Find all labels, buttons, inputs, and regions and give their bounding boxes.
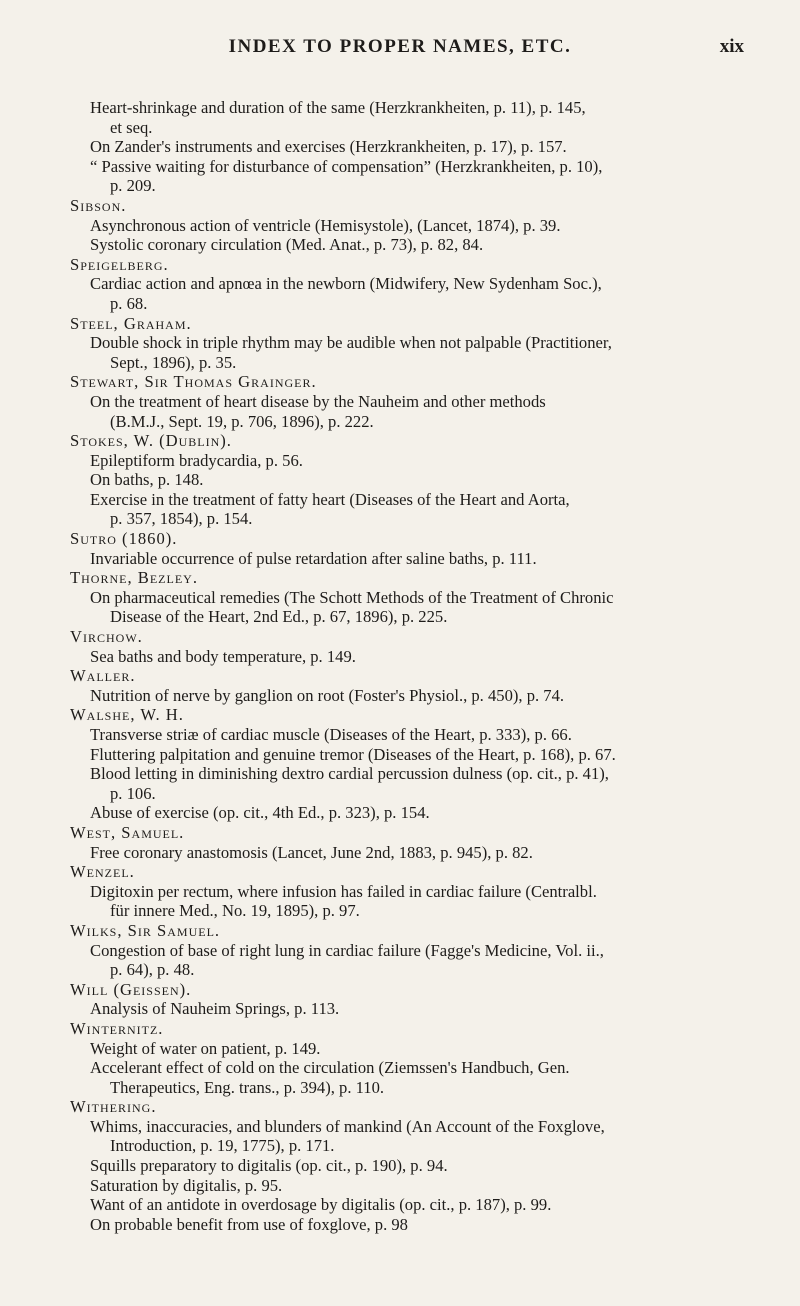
index-name-heading: Stokes, W. (Dublin). — [70, 431, 232, 451]
index-entry: Transverse striæ of cardiac muscle (Diseases of the Heart, p. 333), p. 66. — [90, 725, 572, 744]
index-entry-continuation: Sept., 1896), p. 35. — [110, 352, 237, 372]
index-entry: Abuse of exercise (op. cit., 4th Ed., p. 323), p. 154. — [90, 803, 430, 823]
index-entry: Want of an antidote in overdosage by digitalis (op. cit., p. 187), p. 99. — [90, 1195, 552, 1215]
index-entry: Exercise in the treatment of fatty heart (Diseases of the Heart and Aorta, — [90, 489, 570, 509]
index-entry: Fluttering palpitation and genuine tremor (Diseases of the Heart, p. 168), p. 67. — [90, 744, 616, 764]
index-entry-continuation: p. 106. — [110, 783, 156, 803]
index-entry: On Zander's instruments and exercises (Herzkrankheiten, p. 17), p. 157. — [90, 137, 567, 157]
index-entry: Squills preparatory to digitalis (op. cit., p. 190), p. 94. — [90, 1156, 448, 1176]
index-entry: Cardiac action and apnœa in the newborn (Midwifery, New Sydenham Soc.), — [90, 274, 602, 294]
index-entry: Double shock in triple rhythm may be audible when not palpable (Practitioner, — [90, 333, 612, 353]
index-entry: “ Passive waiting for disturbance of compensation” (Herzkrankheiten, p. 10), — [90, 156, 603, 176]
index-entry: Blood letting in diminishing dextro cardial percussion dulness (op. cit., p. 41), — [90, 764, 609, 784]
index-entry: Congestion of base of right lung in cardiac failure (Fagge's Medicine, Vol. ii., — [90, 940, 604, 960]
index-name-heading: Sutro (1860). — [70, 529, 178, 549]
index-entry-continuation: p. 357, 1854), p. 154. — [110, 509, 253, 529]
index-entry: Accelerant effect of cold on the circulation (Ziemssen's Handbuch, Gen. — [90, 1058, 570, 1078]
index-entry-continuation: Introduction, p. 19, 1775), p. 171. — [110, 1136, 335, 1156]
index-name-heading: Walshe, W. H. — [70, 705, 184, 725]
index-entry-continuation: Disease of the Heart, 2nd Ed., p. 67, 1896), p. 225. — [110, 607, 448, 627]
index-name-heading: Speigelberg. — [70, 254, 169, 274]
index-entry: Weight of water on patient, p. 149. — [90, 1038, 321, 1058]
index-entry-continuation: p. 209. — [110, 176, 156, 196]
index-name-heading: Winternitz. — [70, 1018, 164, 1038]
page-number: xix — [719, 36, 744, 57]
index-name-heading: Virchow. — [70, 627, 143, 647]
index-entry: Asynchronous action of ventricle (Hemisystole), (Lancet, 1874), p. 39. — [90, 215, 561, 235]
index-name-heading: Withering. — [70, 1097, 157, 1117]
index-entry: Digitoxin per rectum, where infusion has failed in cardiac failure (Centralbl. — [90, 881, 597, 901]
index-name-heading: Stewart, Sir Thomas Grainger. — [70, 372, 317, 392]
index-entry: On probable benefit from use of foxglove, p. 98 — [90, 1214, 408, 1234]
index-entry-continuation: Therapeutics, Eng. trans., p. 394), p. 110. — [110, 1077, 385, 1097]
index-name-heading: West, Samuel. — [70, 822, 185, 842]
index-entry: Sea baths and body temperature, p. 149. — [90, 646, 356, 666]
index-entry: Nutrition of nerve by ganglion on root (Foster's Physiol., p. 450), p. 74. — [90, 685, 565, 705]
index-entry: On pharmaceutical remedies (The Schott Methods of the Treatment of Chronic — [90, 587, 614, 607]
index-entry: On the treatment of heart disease by the Nauheim and other methods — [90, 391, 546, 411]
index-name-heading: Thorne, Bezley. — [70, 568, 198, 588]
index-name-heading: Wenzel. — [70, 862, 135, 882]
index-entry: Saturation by digitalis, p. 95. — [90, 1175, 283, 1195]
index-entry: On baths, p. 148. — [90, 470, 204, 490]
index-entry: Analysis of Nauheim Springs, p. 113. — [90, 999, 340, 1019]
index-entry: Heart-shrinkage and duration of the same (Herzkrankheiten, p. 11), p. 145, — [90, 98, 586, 117]
header-title: INDEX TO PROPER NAMES, ETC. — [228, 36, 572, 57]
index-entry-continuation: für innere Med., No. 19, 1895), p. 97. — [110, 901, 360, 921]
index-entry: Epileptiform bradycardia, p. 56. — [90, 450, 303, 470]
index-body — [72, 98, 772, 1234]
index-entry: Systolic coronary circulation (Med. Anat., p. 73), p. 82, 84. — [90, 235, 484, 255]
running-header — [0, 36, 800, 66]
index-name-heading: Steel, Graham. — [70, 313, 192, 333]
index-entry: Free coronary anastomosis (Lancet, June 2nd, 1883, p. 945), p. 82. — [90, 842, 533, 862]
index-entry-continuation: (B.M.J., Sept. 19, p. 706, 1896), p. 222. — [110, 411, 374, 431]
index-name-heading: Sibson. — [70, 195, 127, 215]
index-name-heading: Waller. — [70, 666, 136, 686]
index-name-heading: Will (Geissen). — [70, 979, 192, 999]
index-entry: Whims, inaccuracies, and blunders of mankind (An Account of the Foxglove, — [90, 1116, 605, 1136]
index-entry-continuation: p. 64), p. 48. — [110, 960, 195, 980]
index-name-heading: Wilks, Sir Samuel. — [70, 920, 221, 940]
index-entry: Invariable occurrence of pulse retardation after saline baths, p. 111. — [90, 548, 537, 568]
index-entry-continuation: et seq. — [110, 117, 153, 137]
index-entry-continuation: p. 68. — [110, 293, 148, 313]
